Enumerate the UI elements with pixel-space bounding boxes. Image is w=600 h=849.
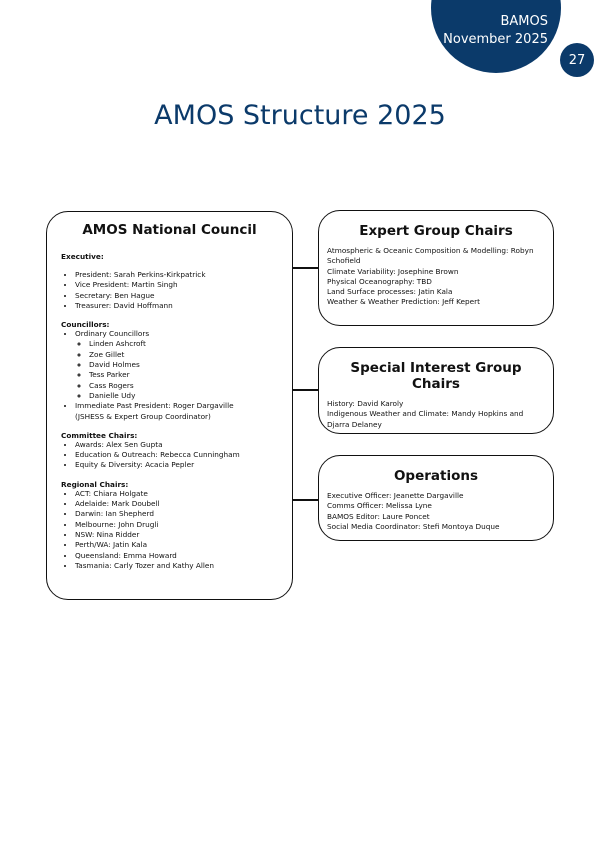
expert-list [327,246,545,308]
list-item: Executive Officer: Jeanette Dargaville [327,491,464,500]
list-item: • NSW: Nina Ridder [75,530,278,540]
list-item: Physical Oceanography: TBD [327,276,432,286]
executive-list [61,270,278,311]
list-item: • ACT: Chiara Holgate [75,489,278,499]
list-item: Comms Officer: Melissa Lyne [327,501,432,511]
committee-label: Committee Chairs: [61,430,138,440]
publication-name: BAMOS [500,14,548,29]
list-item: • Darwin: Ian Shepherd [75,509,278,519]
special-heading: Special Interest Group Chairs [350,360,522,392]
list-item: Atmospheric & Oceanic Composition & Modelling: Robyn Schofield [327,246,534,266]
list-item: • Equity & Diversity: Acacia Pepler [75,460,278,470]
list-item: ◦ Tess Parker [89,370,278,380]
past-president-note: (JSHESS & Expert Group Coordinator) [75,411,211,421]
page-title: AMOS Structure 2025 [154,100,446,131]
list-item: • Adelaide: Mark Doubell [75,499,278,509]
councillors-list [61,329,278,422]
councillors-label: Councillors: [61,320,110,330]
ordinary-label: Ordinary Councillors [75,329,150,339]
list-item: • Melbourne: John Drugli [75,520,278,530]
regional-label: Regional Chairs: [61,479,129,489]
list-item: ◦ Zoe Gillet [89,350,278,360]
connector-line [292,267,319,269]
list-item: BAMOS Editor: Laure Poncet [327,511,430,521]
page-number: 27 [560,43,594,77]
list-item: • Queensland: Emma Howard [75,551,278,561]
list-item: • President: Sarah Perkins-Kirkpatrick [75,270,278,280]
national-council-box [46,211,293,600]
ordinary-councillors-list [75,339,278,401]
list-item [75,401,278,422]
header-text [443,13,548,49]
list-item: • Secretary: Ben Hague [75,291,278,301]
past-president: Immediate Past President: Roger Dargaville [75,401,234,411]
list-item: ◦ Cass Rogers [89,381,278,391]
operations-list [327,491,545,532]
list-item: • Awards: Alex Sen Gupta [75,440,278,450]
list-item [75,329,278,401]
list-item: History: David Karoly [327,399,404,408]
list-item: • Treasurer: David Hoffmann [75,301,278,311]
operations-box [318,455,554,541]
special-list [327,399,545,430]
executive-label: Executive: [61,252,104,261]
list-item: Indigenous Weather and Climate: Mandy Hopkins and Djarra Delaney [327,409,524,429]
council-heading: AMOS National Council [82,222,257,238]
list-item: • Education & Outreach: Rebecca Cunningham [75,450,278,460]
list-item: Social Media Coordinator: Stefi Montoya Duque [327,521,500,531]
regional-list [61,489,278,571]
expert-heading: Expert Group Chairs [359,223,513,239]
list-item: • Tasmania: Carly Tozer and Kathy Allen [75,561,278,571]
issue-date: November 2025 [443,32,548,47]
committee-list [61,440,278,471]
list-item: Weather & Weather Prediction: Jeff Kepert [327,297,481,307]
list-item: • Vice President: Martin Singh [75,280,278,290]
list-item: • Perth/WA: Jatin Kala [75,540,278,550]
expert-group-box [318,210,554,326]
list-item: Climate Variability: Josephine Brown [327,266,459,276]
list-item: ◦ Linden Ashcroft [89,339,278,349]
connector-line [292,389,319,391]
special-interest-box [318,347,554,434]
list-item: ◦ Danielle Udy [89,391,278,401]
operations-heading: Operations [393,468,479,484]
list-item: ◦ David Holmes [89,360,278,370]
connector-line [292,499,319,501]
list-item: Land Surface processes: Jatin Kala [327,287,453,297]
